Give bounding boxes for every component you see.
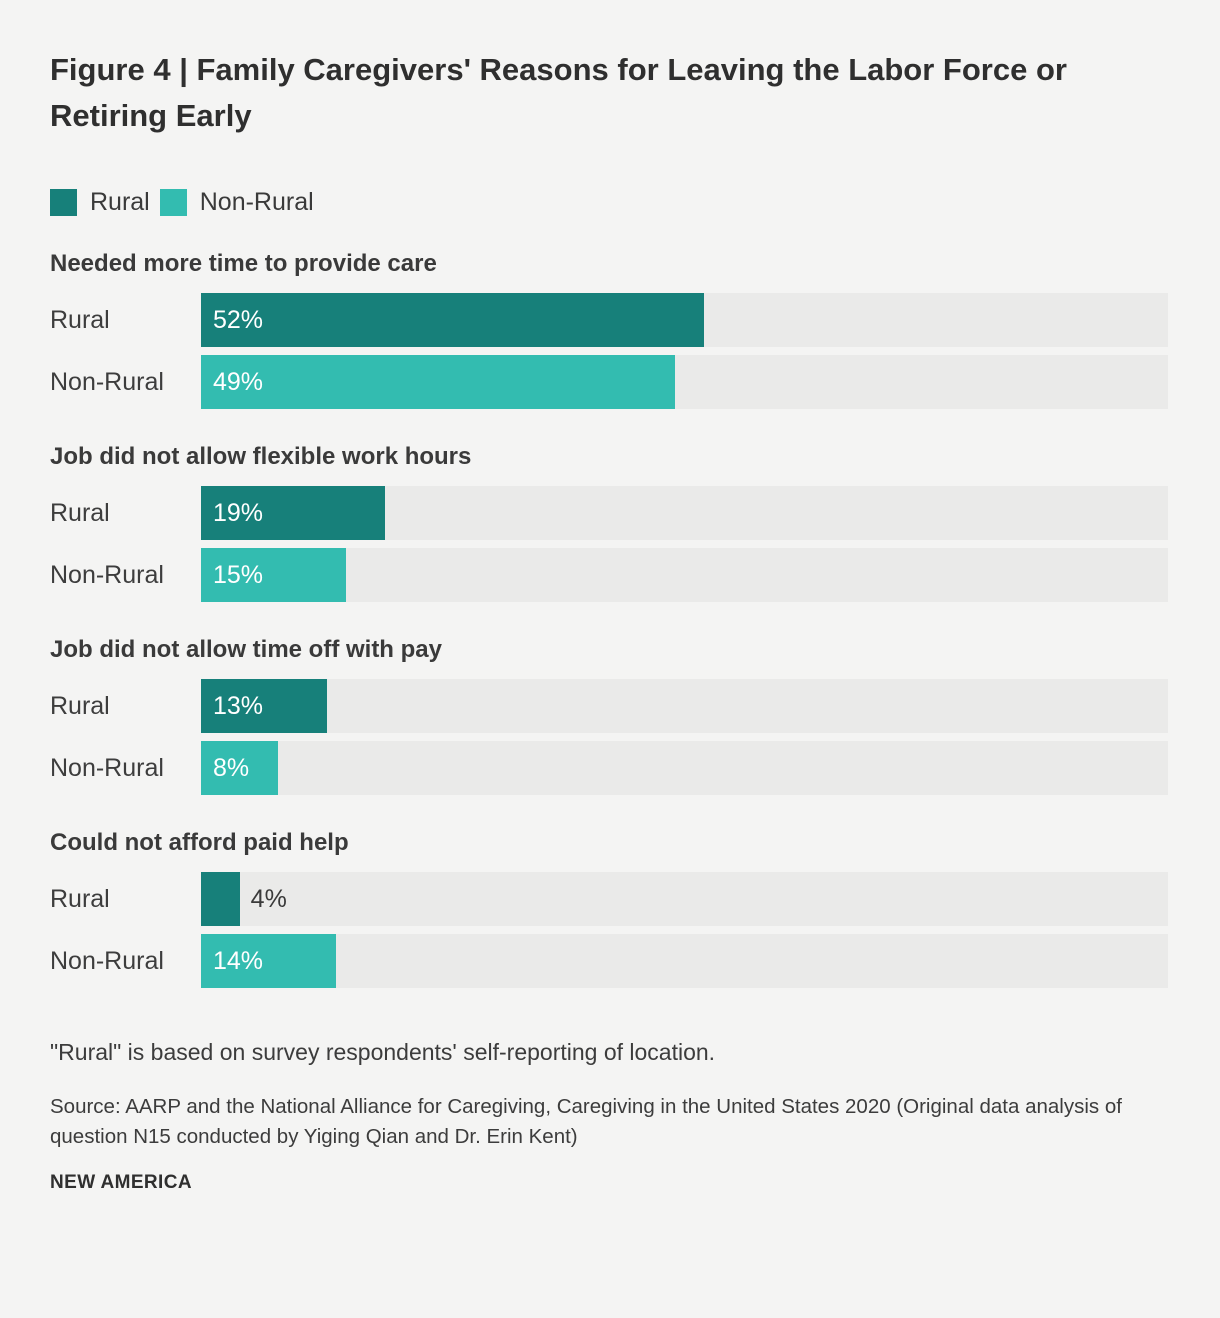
chart-group — [50, 441, 1168, 602]
bar-row — [50, 872, 1168, 926]
bar-row — [50, 679, 1168, 733]
bar-track — [201, 293, 1168, 347]
bar-non-rural — [201, 548, 346, 602]
bar-value-label: 49% — [213, 367, 264, 396]
bar-rural — [201, 679, 327, 733]
legend-item-rural — [50, 188, 150, 217]
bar-value-label: 14% — [213, 946, 264, 975]
group-header: Job did not allow time off with pay — [50, 636, 442, 663]
bar-value-label: 8% — [213, 753, 250, 782]
row-label: Non-Rural — [50, 946, 164, 975]
bar-row — [50, 741, 1168, 795]
bar-rural — [201, 872, 240, 926]
chart-group — [50, 827, 1168, 988]
row-label: Rural — [50, 498, 110, 527]
group-header: Job did not allow flexible work hours — [50, 443, 472, 470]
row-label: Non-Rural — [50, 367, 164, 396]
row-label: Rural — [50, 884, 110, 913]
bar-non-rural — [201, 355, 675, 409]
bar-value-label: 4% — [250, 884, 287, 913]
bar-track — [201, 934, 1168, 988]
bar-rural — [201, 293, 704, 347]
row-label: Rural — [50, 305, 110, 334]
group-header: Needed more time to provide care — [50, 250, 437, 277]
bar-row — [50, 355, 1168, 409]
bar-non-rural — [201, 934, 336, 988]
bar-track — [201, 355, 1168, 409]
non-rural-swatch-icon — [160, 189, 187, 216]
bar-non-rural — [201, 741, 278, 795]
source-citation: Source: AARP and the National Alliance for Caregiving, Caregiving in the United States 2020 (Original data analysis of question N15 conducted by Yiging Qian and Dr. Erin Kent) — [50, 1095, 1122, 1148]
group-header: Could not afford paid help — [50, 829, 349, 856]
legend-item-non-rural — [160, 188, 314, 217]
bar-value-label: 15% — [213, 560, 264, 589]
bar-row — [50, 293, 1168, 347]
bar-track — [201, 486, 1168, 540]
bar-row — [50, 934, 1168, 988]
bar-row — [50, 548, 1168, 602]
legend-label-non-rural: Non-Rural — [199, 187, 314, 216]
bar-row — [50, 486, 1168, 540]
bar-track — [201, 741, 1168, 795]
bar-value-label: 13% — [213, 691, 264, 720]
chart-group — [50, 634, 1168, 795]
legend — [50, 188, 1168, 216]
bar-value-label: 19% — [213, 498, 264, 527]
bar-track — [201, 548, 1168, 602]
bar-track — [201, 679, 1168, 733]
chart-group — [50, 248, 1168, 409]
bar-value-label: 52% — [213, 305, 264, 334]
row-label: Non-Rural — [50, 753, 164, 782]
legend-label-rural: Rural — [90, 187, 150, 216]
brand-logo: NEW AMERICA — [50, 1172, 192, 1193]
row-label: Rural — [50, 691, 110, 720]
bar-track — [201, 872, 1168, 926]
rural-swatch-icon — [50, 189, 77, 216]
row-label: Non-Rural — [50, 560, 164, 589]
footnote: "Rural" is based on survey respondents' self-reporting of location. — [50, 1039, 716, 1065]
bar-rural — [201, 486, 385, 540]
page-title: Figure 4 | Family Caregivers' Reasons for Leaving the Labor Force or Retiring Early — [50, 52, 1067, 133]
